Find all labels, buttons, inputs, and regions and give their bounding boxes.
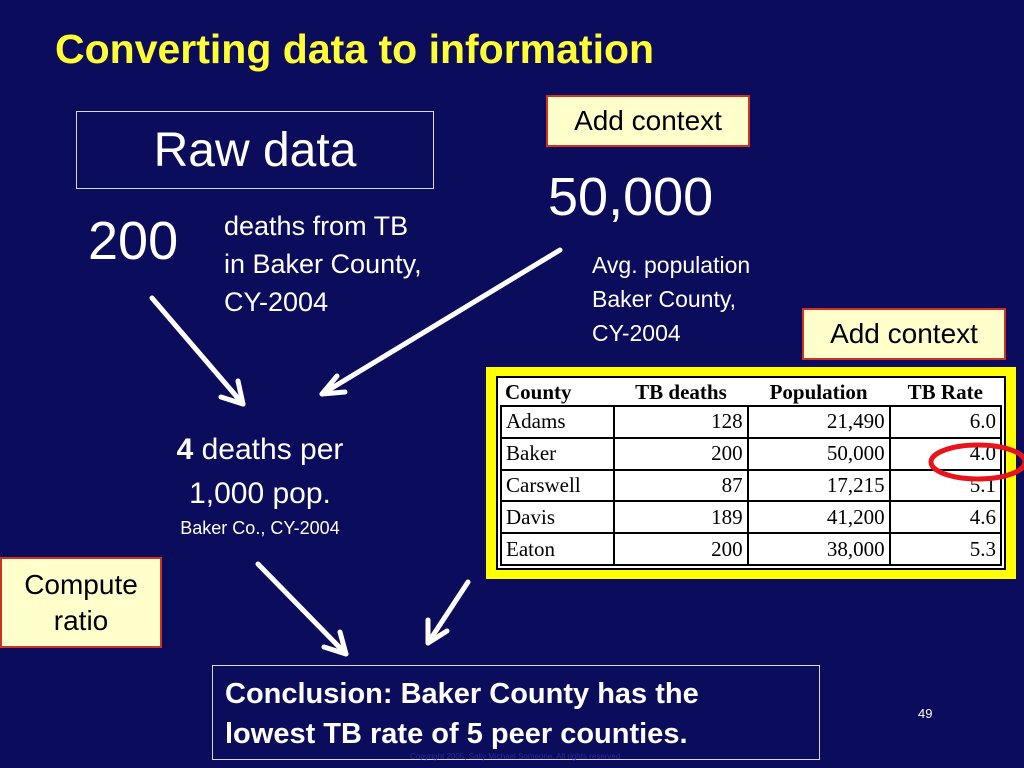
cell-tb-deaths: 200 — [614, 533, 747, 565]
copyright-notice: Copyright 2005, Sally Michael Someone. All rights reserved — [410, 752, 621, 761]
deaths-value: 200 — [88, 211, 179, 271]
conclusion-line-1: Conclusion: Baker County has the — [225, 678, 699, 710]
slide-title: Converting data to information — [55, 26, 655, 72]
population-value: 50,000 — [548, 167, 714, 227]
column-header-population: Population — [769, 380, 868, 404]
cell-tb-deaths: 189 — [614, 501, 747, 533]
cell-tb-deaths: 200 — [614, 438, 747, 470]
cell-county: Carswell — [501, 470, 614, 502]
arrow-ratio-to-conclusion-icon — [258, 564, 346, 654]
cell-tb-deaths: 87 — [614, 470, 747, 502]
cell-county: Adams — [501, 406, 614, 438]
ratio-value: 4 — [176, 433, 194, 466]
ratio-line-2: 1,000 pop. — [189, 477, 331, 510]
conclusion-line-2: lowest TB rate of 5 peer counties. — [225, 718, 688, 750]
cell-population: 21,490 — [748, 406, 890, 438]
highlight-ellipse-icon — [931, 445, 1024, 479]
cell-population: 50,000 — [748, 438, 890, 470]
raw-data-label: Raw data — [153, 123, 357, 177]
arrow-table-to-conclusion-icon — [428, 582, 468, 643]
cell-population: 38,000 — [748, 533, 890, 565]
population-desc-line: Baker County, — [592, 286, 737, 312]
cell-population: 41,200 — [748, 501, 890, 533]
deaths-desc-line: deaths from TB — [224, 211, 409, 241]
arrow-deaths-to-ratio-icon — [152, 298, 243, 404]
cell-tb-deaths: 128 — [614, 406, 747, 438]
compute-line-2: ratio — [53, 604, 109, 636]
add-context-label: Add context — [830, 318, 978, 349]
ratio-line-3: Baker Co., CY-2004 — [180, 518, 340, 538]
cell-tb-rate: 4.6 — [890, 501, 1001, 533]
column-header-tb-rate: TB Rate — [907, 380, 983, 404]
cell-tb-rate: 4.0 — [890, 438, 1001, 470]
cell-tb-rate: 6.0 — [890, 406, 1001, 438]
population-desc-line: CY-2004 — [592, 320, 681, 346]
column-header-tb-deaths: TB deaths — [635, 380, 727, 404]
cell-tb-rate: 5.3 — [890, 533, 1001, 565]
arrow-population-to-ratio-icon — [322, 250, 560, 394]
add-context-label: Add context — [574, 105, 722, 136]
compute-line-1: Compute — [24, 568, 138, 600]
deaths-desc-line: in Baker County, — [224, 249, 422, 279]
deaths-desc-line: CY-2004 — [224, 287, 329, 317]
cell-tb-rate: 5.1 — [890, 470, 1001, 502]
column-header-county: County — [505, 380, 572, 404]
cell-population: 17,215 — [748, 470, 890, 502]
cell-county: Baker — [501, 438, 614, 470]
cell-county: Davis — [501, 501, 614, 533]
page-number: 49 — [918, 706, 933, 721]
population-desc-line: Avg. population — [592, 252, 751, 278]
cell-county: Eaton — [501, 533, 614, 565]
ratio-unit: deaths per — [193, 433, 344, 466]
